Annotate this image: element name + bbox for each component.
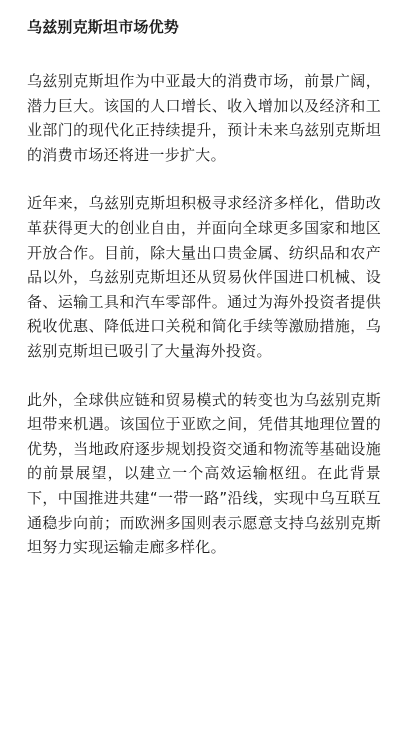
article-title: 乌兹别克斯坦市场优势 [27,18,180,36]
paragraph-supply-chain-opportunity: 此外，全球供应链和贸易模式的转变也为乌兹别克斯坦带来机遇。该国位于亚欧之间，凭借其地理位置的优势，当地政府逐步规划投资交通和物流等基础设施的前景展望，以建立一个高效运输枢纽。在此背景下，中国推进共建“一带一路”沿线，实现中乌互联互通稳步向前；而欧洲多国则表示愿意支持乌兹别克斯坦努力实现运输走廊多样化。 [27,390,381,557]
paragraph-market-overview: 乌兹别克斯坦作为中亚最大的消费市场，前景广阔，潜力巨大。该国的人口增长、收入增加以及经济和工业部门的现代化正持续提升，预计未来乌兹别克斯坦的消费市场还将进一步扩大。 [27,72,381,164]
paragraph-economic-diversification: 近年来，乌兹别克斯坦积极寻求经济多样化，借助改革获得更大的创业自由，并面向全球更多国家和地区开放合作。目前，除大量出口贵金属、纺织品和农产品以外，乌兹别克斯坦还从贸易伙伴国进口机械、设备、运输工具和汽车零部件。通过为海外投资者提供税收优惠、降低进口关税和简化手续等激励措施，乌兹别克斯坦已吸引了大量海外投资。 [27,194,381,360]
